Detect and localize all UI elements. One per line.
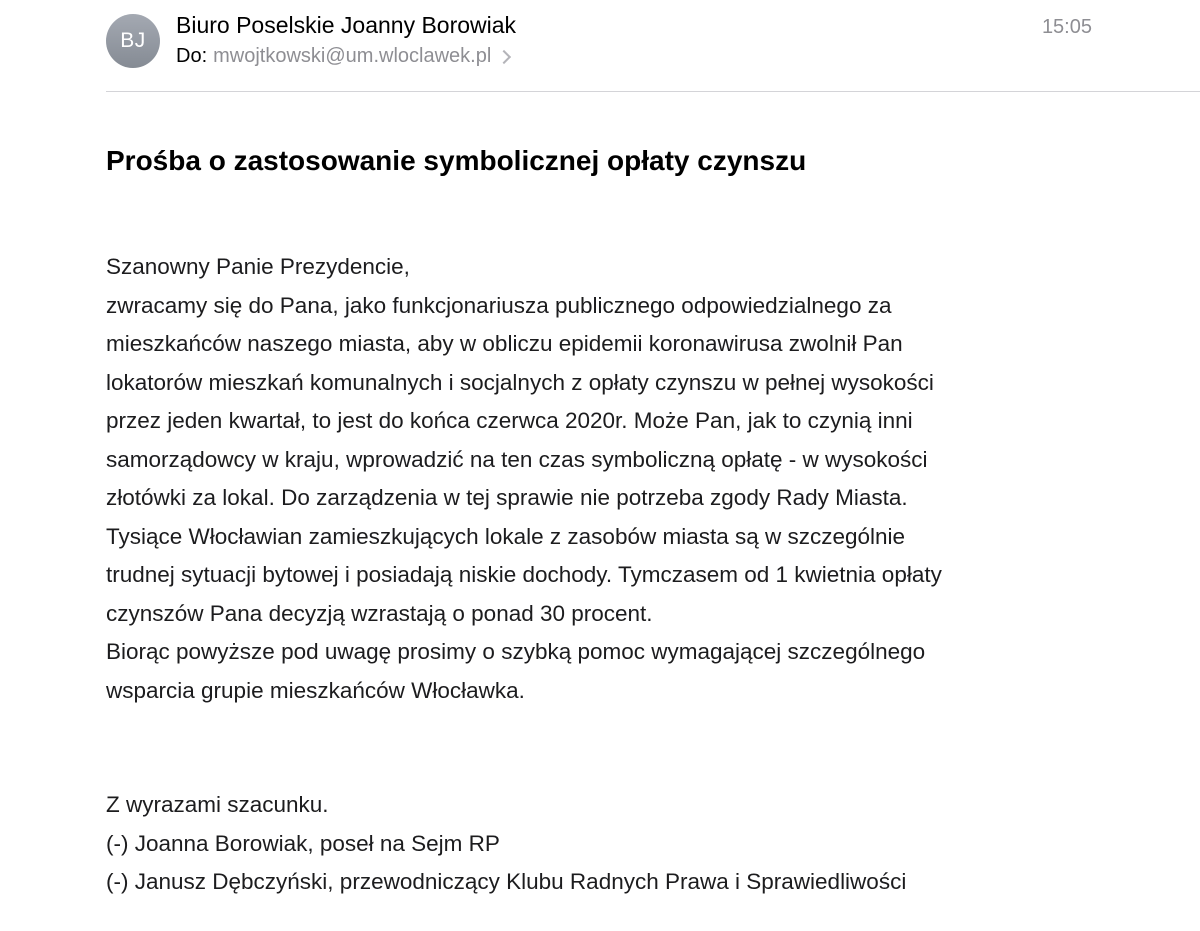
- recipient-row[interactable]: [176, 45, 509, 68]
- message-subject: Prośba o zastosowanie symbolicznej opłaty czynszu: [106, 145, 807, 176]
- signature-line: (-) Joanna Borowiak, poseł na Sejm RP: [106, 830, 500, 856]
- message-body: [106, 248, 1166, 710]
- recipient-address[interactable]: mwojtkowski@um.wloclawek.pl: [213, 45, 492, 67]
- body-line: trudnej sytuacji bytowej i posiadają niskie dochody. Tymczasem od 1 kwietnia opłaty: [106, 562, 942, 587]
- message-time: 15:05: [1041, 16, 1092, 38]
- to-label: Do:: [176, 45, 208, 67]
- avatar-initials: BJ: [120, 29, 146, 52]
- body-line: przez jeden kwartał, to jest do końca czerwca 2020r. Może Pan, jak to czynią inni: [106, 408, 913, 433]
- body-line: samorządowcy w kraju, wprowadzić na ten czas symboliczną opłatę - w wysokości: [106, 446, 928, 472]
- message-header: [0, 0, 1200, 92]
- signature-line: Z wyrazami szacunku.: [106, 792, 329, 817]
- signature-line: (-) Janusz Dębczyński, przewodniczący Klubu Radnych Prawa i Sprawiedliwości: [106, 869, 907, 894]
- body-line: Tysiące Włocławian zamieszkujących lokale z zasobów miasta są w szczególnie: [106, 523, 906, 549]
- body-line: Biorąc powyższe pod uwagę prosimy o szybką pomoc wymagającej szczególnego: [106, 639, 926, 664]
- body-line: zwracamy się do Pana, jako funkcjonariusza publicznego odpowiedzialnego za: [106, 292, 892, 318]
- body-line: mieszkańców naszego miasta, aby w obliczu epidemii koronawirusa zwolnił Pan: [106, 331, 903, 356]
- body-line: złotówki za lokal. Do zarządzenia w tej sprawie nie potrzeba zgody Rady Miasta.: [106, 485, 908, 510]
- sender-name[interactable]: Biuro Poselskie Joanny Borowiak: [176, 12, 517, 38]
- header-divider: [106, 91, 1200, 92]
- body-line: Szanowny Panie Prezydencie,: [106, 254, 410, 279]
- body-line: czynszów Pana decyzją wzrastają o ponad 30 procent.: [106, 600, 653, 626]
- chevron-right-icon[interactable]: [497, 50, 511, 64]
- body-line: wsparcia grupie mieszkańców Włocławka.: [106, 677, 525, 703]
- message-signature: [106, 786, 1166, 902]
- sender-avatar[interactable]: [106, 14, 160, 68]
- body-line: lokatorów mieszkań komunalnych i socjalnych z opłaty czynszu w pełnej wysokości: [106, 369, 934, 395]
